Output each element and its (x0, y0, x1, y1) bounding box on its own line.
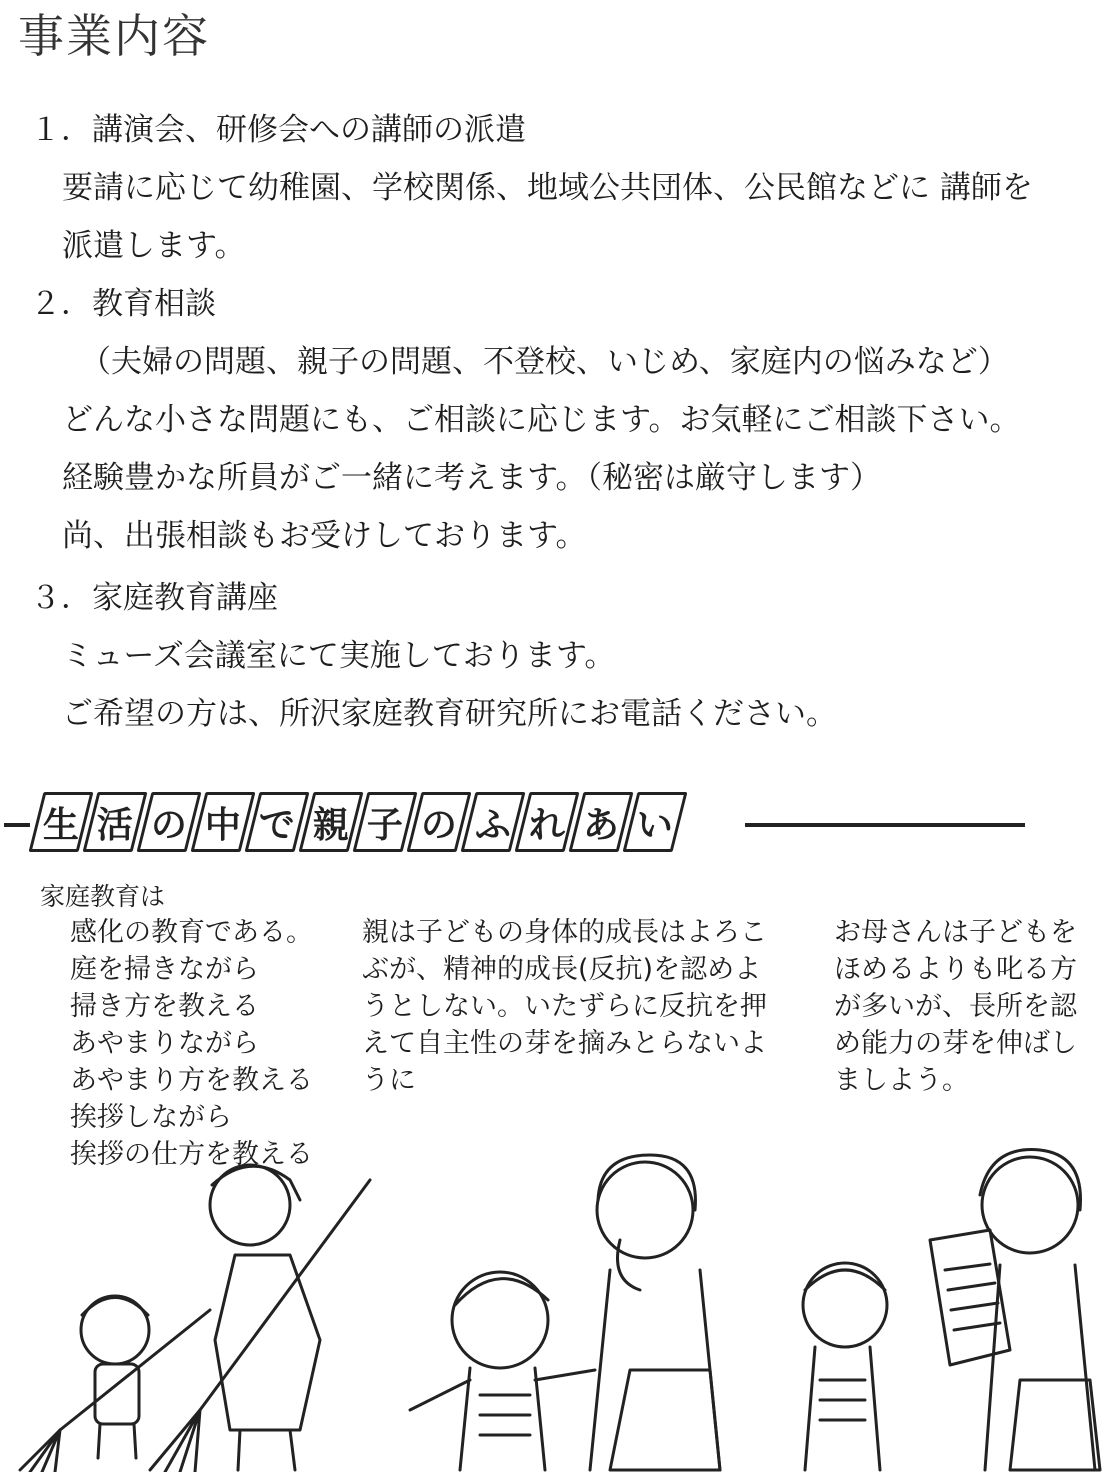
column-1 (70, 914, 313, 1173)
section-3-heading: ３．家庭教育講座 (30, 580, 278, 616)
banner-char: の (150, 804, 187, 846)
section-2-line-1: （夫婦の問題、親子の問題、不登校、いじめ、家庭内の悩みなど） (80, 344, 1009, 380)
section-2-heading: ２．教育相談 (30, 286, 216, 322)
child-sad-illustration (803, 1263, 887, 1470)
child-arguing-illustration (410, 1272, 595, 1470)
column-1-line: 挨拶しながら (70, 1102, 232, 1133)
column-2-line: うに (362, 1065, 416, 1096)
banner-char: 子 (366, 804, 403, 846)
banner-char: あ (582, 804, 619, 846)
mother-with-report-illustration (930, 1150, 1100, 1470)
column-3-line: お母さんは子どもを (834, 917, 1077, 948)
column-1-line: 挨拶の仕方を教える (70, 1139, 313, 1170)
section-2-line-4: 尚、出張相談もお受けしております。 (62, 518, 587, 554)
illustration-family-scenes (0, 1140, 1117, 1472)
section-3-line-1: ミューズ会議室にて実施しております。 (62, 638, 616, 674)
column-3 (834, 914, 1077, 1099)
column-2-line: 親は子どもの身体的成長はよろこ (362, 917, 767, 948)
banner-dash-right (745, 823, 1025, 827)
section-3-line-2: ご希望の方は、所沢家庭教育研究所にお電話ください。 (62, 696, 837, 732)
page-title: 事業内容 (18, 9, 210, 63)
column-1-heading: 家庭教育は (40, 882, 166, 911)
banner-dash-left (4, 823, 30, 827)
banner-heading (0, 790, 1040, 860)
banner-char: れ (528, 804, 565, 846)
column-2-line: ぶが、精神的成長(反抗)を認めよ (362, 954, 762, 985)
column-3-line: ましよう。 (834, 1065, 969, 1096)
column-2-line: うとしない。いたずらに反抗を押 (362, 991, 767, 1022)
section-1-line-2: 派遣します。 (62, 228, 246, 264)
banner-char: の (420, 804, 457, 846)
column-1-line: 庭を掃きながら (70, 954, 259, 985)
section-2-line-2: どんな小さな問題にも、ご相談に応じます。お気軽にご相談下さい。 (62, 402, 1021, 438)
banner-char: で (258, 804, 295, 846)
column-1-line: 掃き方を教える (70, 991, 259, 1022)
column-1-line: あやまり方を教える (70, 1065, 313, 1096)
column-3-line: め能力の芽を伸ばし (834, 1028, 1077, 1059)
banner-char: い (636, 804, 673, 846)
banner-char: 生 (42, 804, 79, 846)
banner-boxes (36, 792, 684, 852)
column-1-line: あやまりながら (70, 1028, 259, 1059)
banner-char: 活 (96, 804, 133, 846)
section-1-line-1: 要請に応じて幼稚園、学校関係、地域公共団体、公民館などに 講師を (62, 170, 1033, 206)
banner-char: ふ (474, 804, 511, 846)
mother-thinking-illustration (590, 1155, 720, 1470)
section-2-line-3: 経験豊かな所員がご一緒に考えます。（秘密は厳守します） (62, 460, 882, 496)
banner-char-box (623, 792, 688, 852)
section-1-heading: １．講演会、研修会への講師の派遣 (30, 112, 526, 148)
column-1-line: 感化の教育である。 (70, 917, 313, 948)
mother-sweeping-illustration (150, 1165, 370, 1472)
banner-char: 親 (312, 804, 349, 846)
column-3-line: が多いが、長所を認 (834, 991, 1077, 1022)
column-2-line: えて自主性の芽を摘みとらないよ (362, 1028, 767, 1059)
column-2 (362, 914, 767, 1099)
banner-char: 中 (204, 804, 241, 846)
column-3-line: ほめるよりも叱る方 (834, 954, 1077, 985)
